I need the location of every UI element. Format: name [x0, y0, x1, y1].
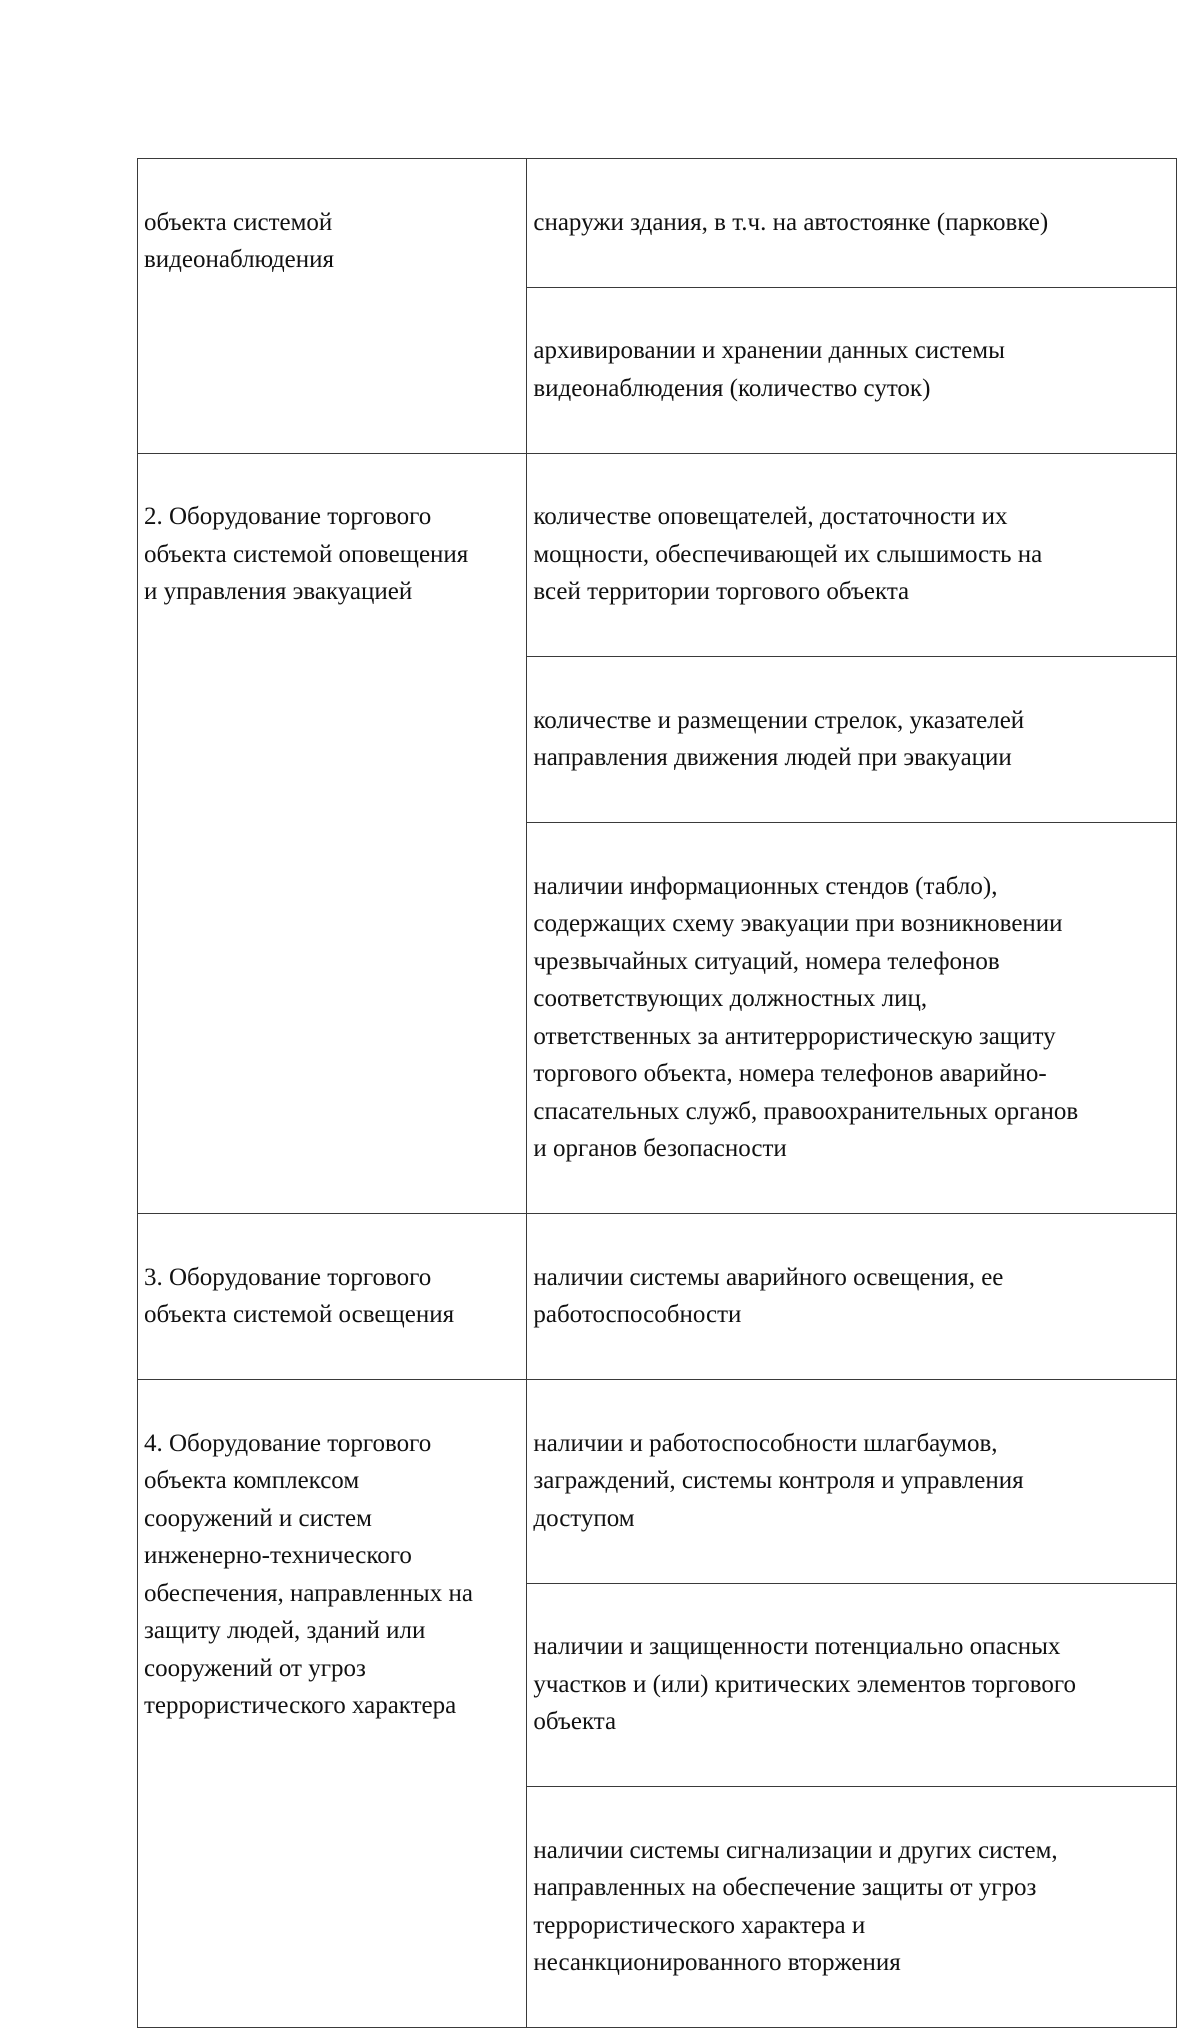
criterion-cell — [527, 159, 1177, 288]
criterion-cell — [527, 453, 1177, 657]
category-text: 4. Оборудование торгового объекта комплексом сооружений и систем инженерно-технического обеспечения, направленных на защиту людей, зданий или сооружений от угроз террористического характера — [144, 1429, 473, 1719]
category-text: 3. Оборудование торгового объекта системой освещения — [144, 1263, 455, 1328]
criterion-cell — [527, 823, 1177, 1214]
criterion-text: наличии системы аварийного освещения, ее работоспособности — [533, 1263, 1004, 1328]
criterion-cell — [527, 287, 1177, 453]
criterion-text: наличии и работоспособности шлагбаумов, заграждений, системы контроля и управления доступом — [533, 1429, 1024, 1532]
table-row — [138, 453, 1177, 657]
criterion-cell — [527, 657, 1177, 823]
category-cell — [138, 453, 527, 1214]
criterion-text: снаружи здания, в т.ч. на автостоянке (парковке) — [533, 208, 1049, 236]
criterion-text: архивировании и хранении данных системы видеонаблюдения (количество суток) — [533, 337, 1005, 402]
criterion-text: наличии и защищенности потенциально опасных участков и (или) критических элементов торгового объекта — [533, 1633, 1077, 1735]
category-cell — [138, 1214, 527, 1380]
requirements-table — [137, 158, 1177, 2028]
category-cell — [138, 159, 527, 454]
table-row — [138, 1380, 1177, 1584]
category-text: объекта системой видеонаблюдения — [144, 208, 335, 273]
criterion-text: наличии системы сигнализации и других систем, направленных на обеспечение защиты от угроз террористического характера и несанкционированного вторжения — [533, 1836, 1058, 1976]
criterion-text: количестве и размещении стрелок, указателей направления движения людей при эвакуации — [533, 706, 1025, 771]
category-text: 2. Оборудование торгового объекта системой оповещения и управления эвакуацией — [144, 503, 469, 605]
table-row — [138, 159, 1177, 288]
table-row — [138, 1214, 1177, 1380]
category-cell — [138, 1380, 527, 2028]
criterion-cell — [527, 1380, 1177, 1584]
criterion-cell — [527, 1214, 1177, 1380]
criterion-cell — [527, 1583, 1177, 1787]
criterion-text: наличии информационных стендов (табло), содержащих схему эвакуации при возникновении чрезвычайных ситуаций, номера телефонов соответствующих должностных лиц, ответственных за антитеррористическую защиту торгового объекта, номера телефонов аварийно- спасательных служб, правоохранительных органов и органов безопасности — [533, 872, 1079, 1162]
criterion-cell — [527, 1787, 1177, 2028]
criterion-text: количестве оповещателей, достаточности их мощности, обеспечивающей их слышимость на всей территории торгового объекта — [533, 503, 1043, 605]
